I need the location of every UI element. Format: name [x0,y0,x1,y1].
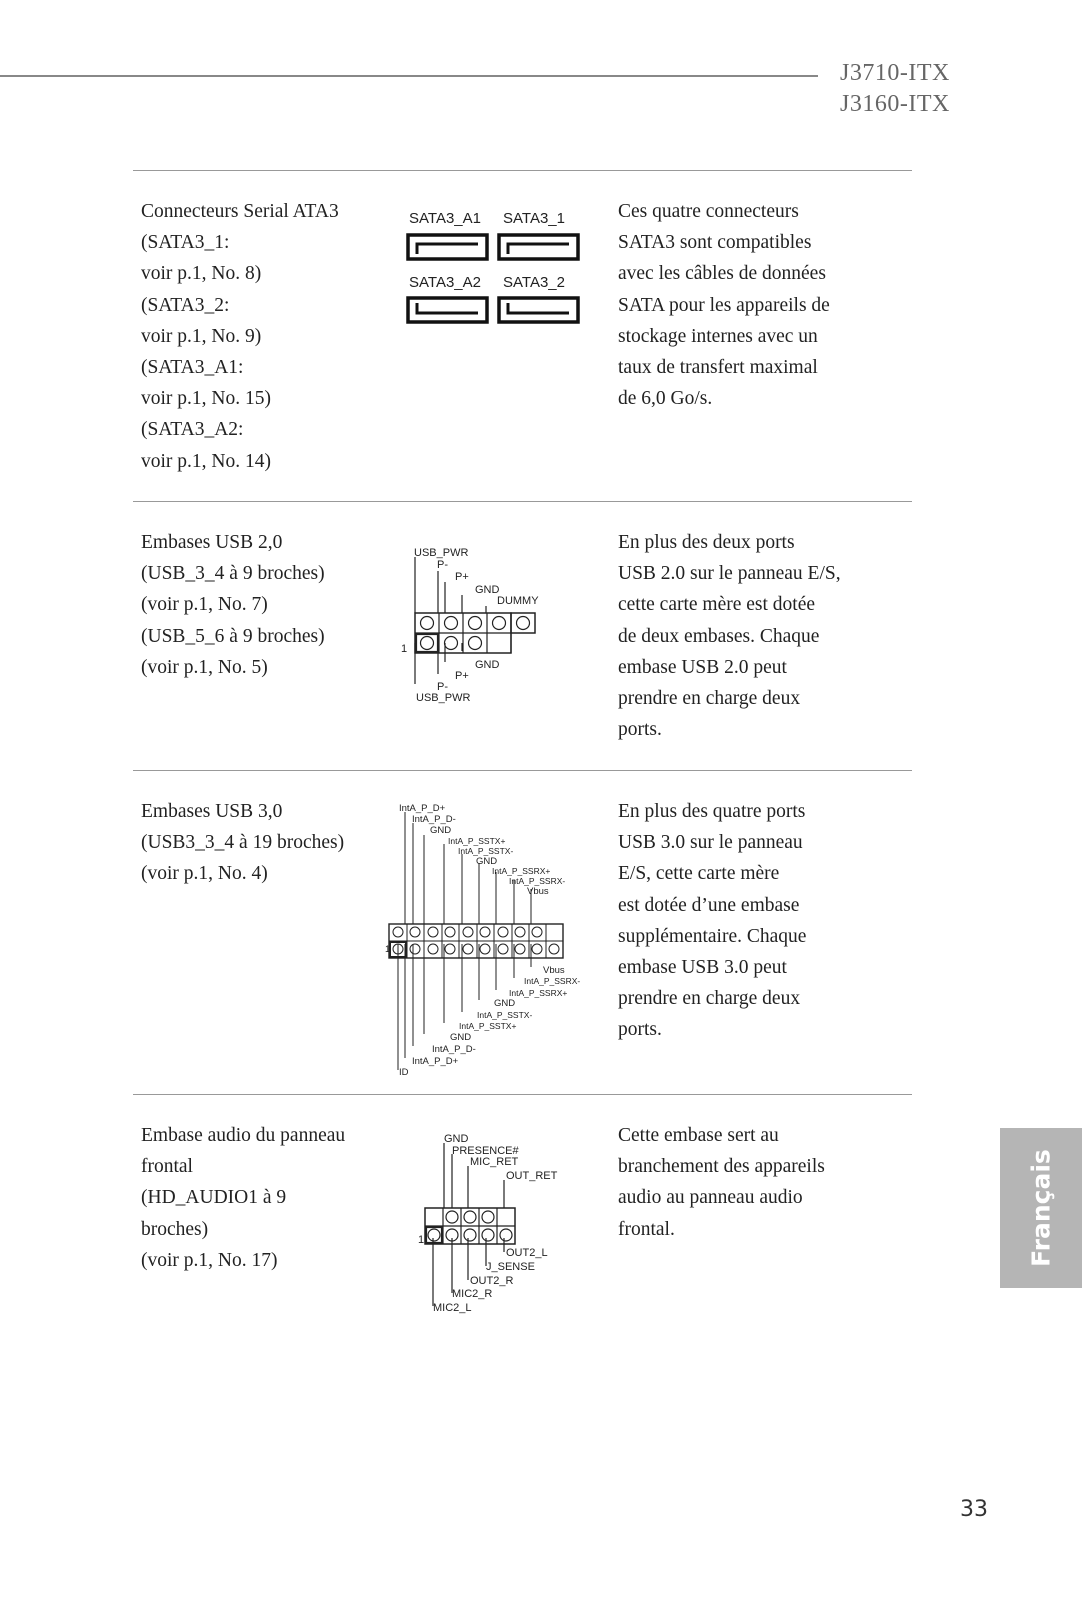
model-name-2: J3160-ITX [840,91,950,117]
text-line: Embases USB 2,0 [141,532,283,553]
text-line: (voir p.1, No. 4) [141,863,268,885]
text-line: embase USB 3.0 peut [618,957,787,979]
pin-label: PRESENCE# [452,1145,519,1157]
text-line: USB 3.0 sur le panneau [618,832,803,854]
text-line: SATA3 sont compatibles [618,232,812,254]
pin-label: 1 [385,944,391,955]
text-line: (SATA3_1: [141,232,230,254]
pin-label: P- [437,559,448,571]
text-line: de deux embases. Chaque [618,625,820,647]
text-line: stockage internes avec un [618,325,818,347]
text-line: est dotée d’une embase [618,894,800,916]
pin-label: IntA_P_SSTX- [458,846,514,856]
sata-description [618,196,878,414]
text-line: SATA pour les appareils de [618,294,830,316]
text-line: (USB3_3_4 à 19 broches) [141,832,345,854]
pin-label: MIC2_L [433,1302,472,1314]
pin-label: IntA_P_SSRX- [524,976,581,986]
text-line: Connecteurs Serial ATA3 [141,201,339,222]
text-line: Embases USB 3,0 [141,801,283,822]
text-line: supplémentaire. Chaque [618,925,807,947]
pin-label: IntA_P_D- [412,814,456,825]
text-line: voir p.1, No. 15) [141,388,271,410]
text-line: cette carte mère est dotée [618,594,816,616]
pin-label: OUT2_L [506,1247,548,1259]
pin-label: IntA_P_SSRX- [509,876,566,886]
pin-label: P+ [455,571,469,583]
usb2-header-diagram [395,545,595,715]
text-line: En plus des deux ports [618,532,795,553]
text-line: (HD_AUDIO1 à 9 [141,1187,287,1209]
usb2-title-block [141,527,381,683]
text-line: Cette embase sert au [618,1125,779,1146]
pin-label: P- [437,681,448,693]
text-line: frontal [141,1156,193,1178]
text-line: (SATA3_A2: [141,419,244,441]
usb3-header-diagram [385,800,605,1080]
text-line: E/S, cette carte mère [618,863,780,885]
language-tab-label: Français [1026,1149,1056,1267]
pin-label: IntA_P_SSTX+ [448,836,506,846]
pin-label: GND [444,1133,469,1145]
text-line: de 6,0 Go/s. [618,388,713,410]
sata-port-icon [499,235,578,259]
pin-label: GND [494,998,516,1009]
pin-label: 1 [401,643,408,655]
pin-label: 1 [418,1234,425,1246]
text-line: voir p.1, No. 9) [141,325,262,347]
section-divider [133,170,912,171]
text-line: frontal. [618,1218,675,1240]
pin-label: MIC2_R [452,1288,493,1300]
text-line: (voir p.1, No. 7) [141,594,268,616]
text-line: (USB_3_4 à 9 broches) [141,563,325,585]
sata-connector-diagram [400,200,600,330]
pin-label: IntA_P_SSRX+ [509,988,568,998]
pin-label: GND [476,856,498,867]
pin-label: ID [399,1067,409,1078]
pin-label: GND [450,1032,472,1043]
pin-label: GND [475,659,500,671]
pin-label: IntA_P_SSTX+ [459,1021,517,1031]
pin-label: Vbus [527,886,549,897]
sata-title-block [141,196,381,477]
diagram-label: SATA3_2 [503,274,565,291]
pin-label: MIC_RET [470,1156,519,1168]
text-line: ports. [618,1019,662,1041]
pin-label: Vbus [543,965,565,976]
pin-label: USB_PWR [414,547,469,559]
text-line: avec les câbles de données [618,263,826,285]
pin-label: IntA_P_D- [432,1044,476,1055]
language-tab [1000,1128,1082,1288]
usb3-description [618,796,878,1046]
text-line: USB 2.0 sur le panneau E/S, [618,563,841,585]
text-line: (USB_5_6 à 9 broches) [141,625,325,647]
text-line: taux de transfert maximal [618,357,818,379]
text-line: (SATA3_2: [141,294,230,316]
pin-label: P+ [455,670,469,682]
header-rule [0,75,818,77]
text-line: broches) [141,1218,209,1240]
sata-port-icon [499,298,578,322]
text-line: embase USB 2.0 peut [618,656,787,678]
audio-title-block [141,1120,381,1276]
text-line: En plus des quatre ports [618,801,806,822]
pin-label: DUMMY [497,595,539,607]
section-divider [133,1094,912,1095]
pin-label: J_SENSE [486,1261,535,1273]
text-line: voir p.1, No. 14) [141,450,271,472]
sata-port-icon [408,298,487,322]
sata-port-icon [408,235,487,259]
diagram-label: SATA3_A1 [409,210,481,227]
pin-label: IntA_P_SSTX- [477,1010,533,1020]
pin-label: GND [475,584,500,596]
section-divider [133,770,912,771]
text-line: Ces quatre connecteurs [618,201,799,222]
pin-label: IntA_P_D+ [412,1056,459,1067]
text-line: prendre en charge deux [618,988,801,1010]
usb2-description [618,527,878,745]
pin-label: OUT_RET [506,1170,558,1182]
text-line: (voir p.1, No. 17) [141,1249,278,1271]
section-divider [133,501,912,502]
text-line: audio au panneau audio [618,1187,803,1209]
pin-label: GND [430,825,452,836]
text-line: ports. [618,719,662,741]
diagram-label: SATA3_A2 [409,274,481,291]
usb3-title-block [141,796,381,890]
text-line: (voir p.1, No. 5) [141,656,268,678]
text-line: Embase audio du panneau [141,1125,346,1146]
page-number: 33 [960,1497,988,1522]
diagram-label: SATA3_1 [503,210,565,227]
model-name-1: J3710-ITX [840,60,950,86]
audio-description [618,1120,878,1245]
pin-label: IntA_P_SSRX+ [492,866,551,876]
pin-label: OUT2_R [470,1275,514,1287]
text-line: voir p.1, No. 8) [141,263,262,285]
pin-label: IntA_P_D+ [399,803,446,814]
audio-header-diagram [420,1130,600,1320]
text-line: (SATA3_A1: [141,357,244,379]
text-line: prendre en charge deux [618,688,801,710]
pin-label: USB_PWR [416,692,471,704]
text-line: branchement des appareils [618,1156,825,1178]
